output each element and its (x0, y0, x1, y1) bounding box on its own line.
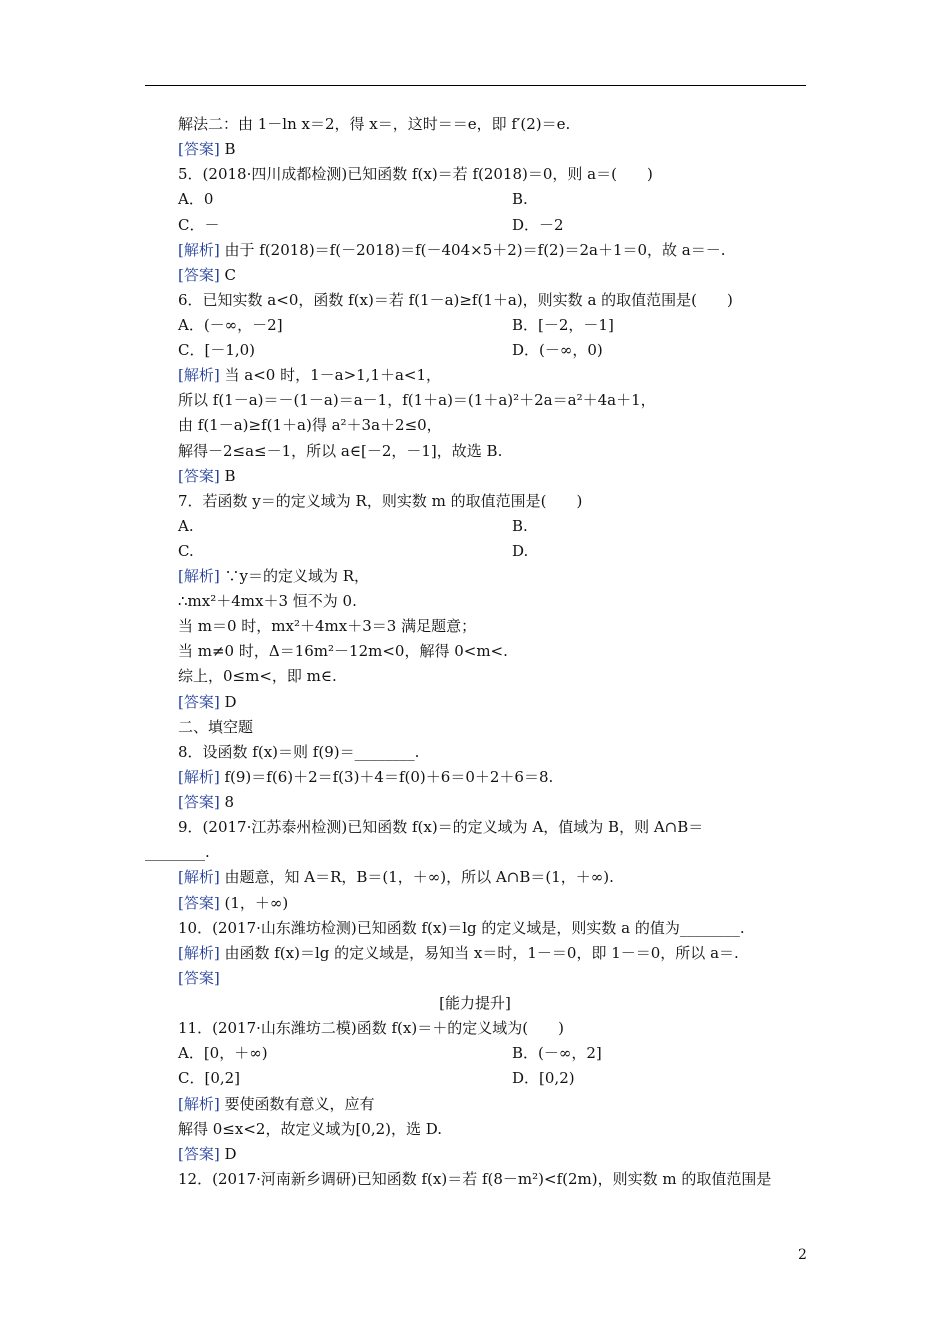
line-text: D (219, 693, 237, 711)
line-text: D (219, 1145, 237, 1163)
line-text: A．[0，＋∞) (178, 1044, 268, 1062)
line-text: 当 a<0 时，1－a>1,1＋a<1， (219, 366, 442, 384)
line-text: 解法二：由 1－ln x＝2，得 x＝，这时＝＝e，即 f′(2)＝e. (178, 115, 571, 133)
text-line (512, 190, 528, 208)
line-text: 当 m＝0 时，mx²＋4mx＋3＝3 满足题意； (178, 617, 477, 635)
line-text: D．[0,2) (512, 1069, 575, 1087)
text-line (178, 919, 745, 937)
line-text: C (219, 266, 236, 284)
line-text: (1，＋∞) (219, 894, 289, 912)
text-line (178, 1170, 771, 1188)
line-text: 由函数 f(x)＝lg 的定义域是，易知当 x＝时，1－＝0，即 1－＝0，所以 a＝. (219, 944, 739, 962)
line-text: 8．设函数 f(x)＝则 f(9)＝________. (178, 743, 420, 761)
text-line (178, 165, 653, 183)
line-text: 11．(2017·山东潍坊二模)函数 f(x)＝＋的定义域为( ) (178, 1019, 564, 1037)
labeled-line (178, 894, 288, 912)
line-text: ∵y＝的定义域为 R， (219, 567, 370, 585)
text-line (178, 667, 337, 685)
line-text: f(9)＝f(6)＋2＝f(3)＋4＝f(0)＋6＝0＋2＋6＝8. (219, 768, 554, 786)
line-text: C．[0,2] (178, 1069, 241, 1087)
line-text: 5．(2018·四川成都检测)已知函数 f(x)＝若 f(2018)＝0，则 a＝( ) (178, 165, 653, 183)
text-line (178, 718, 253, 736)
labeled-line (178, 1145, 237, 1163)
labeled-line (178, 944, 739, 962)
line-text: B (219, 467, 236, 485)
line-text: D．－2 (512, 216, 564, 234)
line-text: 要使函数有意义，应有 (219, 1095, 375, 1113)
text-line (178, 1069, 240, 1087)
section-tag: [答案] (178, 894, 220, 912)
line-text: B (219, 140, 236, 158)
section-tag: [解析] (178, 241, 220, 259)
text-line (512, 542, 528, 560)
labeled-line (178, 140, 236, 158)
labeled-line (178, 266, 236, 284)
text-line (178, 391, 656, 409)
text-line (178, 592, 357, 610)
text-line (178, 115, 570, 133)
line-text: 二、填空题 (178, 718, 254, 736)
line-text: 解得－2≤a≤－1，所以 a∈[－2，－1]，故选 B. (178, 442, 503, 460)
section-tag: [答案] (178, 793, 220, 811)
text-line (512, 1069, 575, 1087)
labeled-line (178, 768, 553, 786)
line-text: ∴mx²＋4mx＋3 恒不为 0. (178, 592, 357, 610)
section-tag: [解析] (178, 366, 220, 384)
text-line (178, 617, 476, 635)
line-text: 9．(2017·江苏泰州检测)已知函数 f(x)＝的定义域为 A，值域为 B，则 A∩B＝ (178, 818, 704, 836)
line-text: 10．(2017·山东潍坊检测)已知函数 f(x)＝lg 的定义域是，则实数 a 的值为________. (178, 919, 745, 937)
text-line (178, 542, 194, 560)
section-tag: [答案] (178, 1145, 220, 1163)
section-tag: [解析] (178, 944, 220, 962)
text-line (178, 316, 283, 334)
labeled-line (178, 868, 614, 886)
text-line (512, 1044, 602, 1062)
text-line (512, 216, 564, 234)
section-tag: [解析] (178, 768, 220, 786)
line-text: 由题意，知 A＝R，B＝(1，＋∞)，所以 A∩B＝(1，＋∞). (219, 868, 614, 886)
text-line (178, 216, 219, 234)
text-line (178, 1019, 564, 1037)
line-text: 综上，0≤m<，即 m∈. (178, 667, 337, 685)
line-text: C．[－1,0) (178, 341, 256, 359)
text-line (178, 1120, 442, 1138)
labeled-line (178, 567, 369, 585)
section-tag: [解析] (178, 868, 220, 886)
line-text: 由 f(1－a)≥f(1＋a)得 a²＋3a＋2≤0， (178, 416, 442, 434)
line-text: B. (512, 517, 528, 535)
section-tag: [答案] (178, 693, 220, 711)
header-rule (145, 85, 806, 86)
text-line (178, 818, 703, 836)
text-line (178, 743, 419, 761)
text-line (178, 517, 194, 535)
labeled-line (178, 241, 726, 259)
line-text: 7．若函数 y＝的定义域为 R，则实数 m 的取值范围是( ) (178, 492, 583, 510)
text-line (145, 843, 210, 861)
text-line (512, 341, 603, 359)
line-text: B．[－2，－1] (512, 316, 614, 334)
line-text: C．－ (178, 216, 220, 234)
line-text: D. (512, 542, 529, 560)
line-text: 12．(2017·河南新乡调研)已知函数 f(x)＝若 f(8－m²)<f(2m)，则实数 m 的取值范围是 (178, 1170, 772, 1188)
labeled-line (178, 1095, 375, 1113)
text-line (512, 517, 528, 535)
line-text: C. (178, 542, 194, 560)
labeled-line (178, 969, 220, 987)
labeled-line (178, 366, 441, 384)
line-text: D．(－∞，0) (512, 341, 603, 359)
line-text: A. (178, 517, 194, 535)
text-line (178, 341, 255, 359)
text-line (178, 1044, 268, 1062)
section-tag: [解析] (178, 567, 220, 585)
line-text: A．0 (178, 190, 214, 208)
line-text: A．(－∞，－2] (178, 316, 283, 334)
text-line (178, 291, 733, 309)
line-text: 8 (219, 793, 235, 811)
line-text: 由于 f(2018)＝f(－2018)＝f(－404×5＋2)＝f(2)＝2a＋1＝0，故 a＝－. (219, 241, 726, 259)
text-line (178, 492, 582, 510)
labeled-line (178, 793, 234, 811)
text-line (512, 316, 614, 334)
section-tag: [答案] (178, 266, 220, 284)
page-number: 2 (798, 1247, 807, 1263)
section-tag: [解析] (178, 1095, 220, 1113)
section-tag: [答案] (178, 467, 220, 485)
line-text: [能力提升] (439, 994, 511, 1012)
line-text: 当 m≠0 时，Δ＝16m²－12m<0，解得 0<m<. (178, 642, 508, 660)
text-line (178, 416, 442, 434)
section-tag: [答案] (178, 969, 220, 987)
line-text: B．(－∞，2] (512, 1044, 602, 1062)
line-text: 解得 0≤x<2，故定义域为[0,2)，选 D. (178, 1120, 443, 1138)
text-line (0, 994, 950, 1012)
line-text: 6．已知实数 a<0，函数 f(x)＝若 f(1－a)≥f(1＋a)，则实数 a 的取值范围是( ) (178, 291, 733, 309)
text-line (178, 190, 213, 208)
section-tag: [答案] (178, 140, 220, 158)
line-text: 所以 f(1－a)＝－(1－a)＝a－1，f(1＋a)＝(1＋a)²＋2a＝a²＋4a＋1， (178, 391, 656, 409)
text-line (178, 442, 502, 460)
labeled-line (178, 467, 236, 485)
line-text: B. (512, 190, 528, 208)
labeled-line (178, 693, 237, 711)
line-text: ________. (145, 843, 210, 861)
text-line (178, 642, 508, 660)
